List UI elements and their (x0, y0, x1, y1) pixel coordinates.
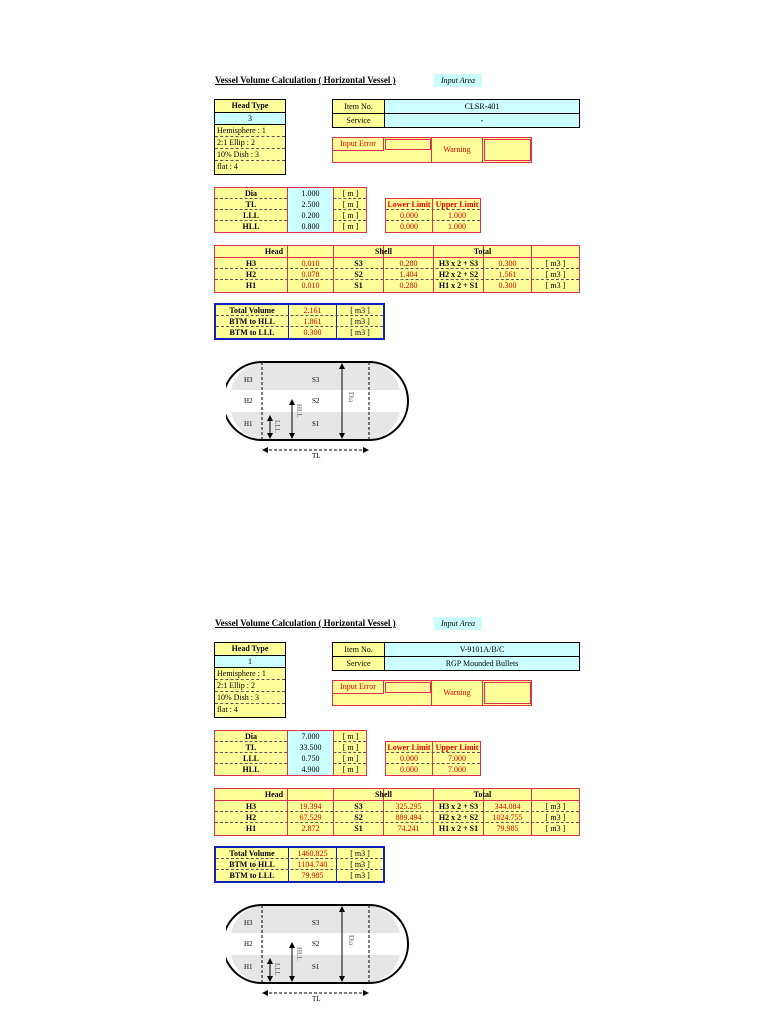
total-volume: 1.561 (498, 270, 517, 279)
param-name: TL (245, 200, 257, 209)
totals-row (216, 316, 383, 327)
limits-row (386, 221, 480, 232)
param-name: HLL (242, 222, 260, 231)
param-row (215, 731, 366, 742)
shell-volume: 0.280 (399, 259, 418, 268)
param-row (215, 188, 366, 199)
volume-table (214, 788, 580, 836)
param-input[interactable]: 2.500 (288, 199, 333, 210)
volume-header-row (215, 789, 579, 801)
lower-limit-value: 0.000 (400, 222, 418, 231)
sheet-title: Vessel Volume Calculation ( Horizontal Vessel ) (215, 75, 396, 85)
vessel-diagram-svg (226, 903, 421, 1003)
param-row (215, 764, 366, 775)
volume-unit: [ m3 ] (545, 270, 566, 279)
limits-row (386, 210, 480, 221)
total-volume: 0.300 (498, 259, 517, 268)
vessel-diagram (226, 360, 421, 460)
head-name: H2 (245, 813, 257, 822)
shell-name: S2 (354, 813, 363, 822)
volume-row (215, 258, 579, 269)
diagram-label-s1: S1 (312, 963, 320, 971)
total-formula: H2 x 2 + S2 (438, 813, 479, 822)
total-formula: H2 x 2 + S2 (438, 270, 479, 279)
totals-block (214, 303, 385, 340)
input-error-label: Input Error (333, 138, 384, 151)
param-unit: [ m ] (342, 222, 359, 231)
volume-header-row (215, 246, 579, 258)
param-row (215, 742, 366, 753)
shell-volume: 889.494 (395, 813, 422, 822)
limits-header-row (386, 199, 480, 210)
volume-unit: [ m3 ] (545, 281, 566, 290)
total-volume: 1024.755 (492, 813, 523, 822)
param-input[interactable]: 0.200 (288, 210, 333, 221)
diagram-label-h3: H3 (244, 919, 253, 927)
total-formula: H3 x 2 + S3 (438, 259, 479, 268)
volume-row (215, 812, 579, 823)
totals-unit: [ m3 ] (350, 871, 370, 880)
head-header: Head (264, 247, 284, 256)
head-type-block (214, 642, 286, 718)
head-name: H2 (245, 270, 257, 279)
volume-unit: [ m3 ] (545, 813, 566, 822)
diagram-label-lll: LLL (273, 420, 281, 433)
volume-table (214, 245, 580, 293)
shell-name: S3 (354, 802, 363, 811)
totals-unit: [ m3 ] (350, 306, 370, 315)
total-volume: 0.300 (498, 281, 517, 290)
head-type-block (214, 99, 286, 175)
total-header: Total (473, 790, 492, 799)
params-block (214, 730, 367, 776)
shell-volume: 325.295 (395, 802, 422, 811)
param-unit: [ m ] (342, 765, 359, 774)
lower-limit-value: 0.000 (400, 765, 418, 774)
upper-limit-header: Upper Limit (435, 743, 479, 752)
diagram-label-h2: H2 (244, 940, 253, 948)
volume-unit: [ m3 ] (545, 259, 566, 268)
param-name: LLL (242, 211, 259, 220)
head-type-label: Head Type (215, 100, 285, 113)
shell-volume: 1.404 (399, 270, 418, 279)
warning-label: Warning (431, 681, 483, 705)
head-option-hemisphere: Hemisphere : 1 (215, 668, 285, 680)
head-volume: 0.010 (301, 281, 320, 290)
totals-row (216, 859, 383, 870)
param-input[interactable]: 7.000 (288, 731, 333, 742)
totals-unit: [ m3 ] (350, 849, 370, 858)
diagram-label-h1: H1 (244, 420, 253, 428)
volume-unit: [ m3 ] (545, 824, 566, 833)
param-unit: [ m ] (342, 732, 359, 741)
total-formula: H1 x 2 + S1 (438, 824, 479, 833)
totals-row (216, 305, 383, 316)
params-block (214, 187, 367, 233)
warning-value (484, 139, 531, 161)
diagram-label-s3: S3 (312, 376, 320, 384)
item-block (332, 642, 580, 671)
param-name: HLL (242, 765, 260, 774)
input-error-value (385, 139, 431, 150)
totals-row (216, 870, 383, 881)
diagram-label-s1: S1 (312, 420, 320, 428)
vessel-diagram (226, 903, 421, 1003)
upper-limit-value: 1.000 (448, 222, 466, 231)
lower-limit-value: 0.000 (400, 754, 418, 763)
param-row (215, 199, 366, 210)
upper-limit-value: 7.000 (448, 765, 466, 774)
sheet-title: Vessel Volume Calculation ( Horizontal Vessel ) (215, 618, 396, 628)
totals-unit: [ m3 ] (350, 860, 370, 869)
diagram-label-dia: Dia (347, 935, 355, 946)
service-input[interactable]: - (385, 114, 579, 127)
warning-label: Warning (431, 138, 483, 162)
param-name: Dia (245, 732, 257, 741)
head-option-flat: flat : 4 (215, 704, 285, 717)
param-unit: [ m ] (342, 200, 359, 209)
param-unit: [ m ] (342, 743, 359, 752)
head-option-ellip: 2:1 Ellip : 2 (215, 137, 285, 149)
param-unit: [ m ] (342, 189, 359, 198)
limits-row (386, 764, 480, 775)
totals-name: Total Volume (229, 306, 275, 315)
head-option-flat: flat : 4 (215, 161, 285, 174)
param-input[interactable]: 0.800 (288, 221, 333, 232)
head-option-dish: 10% Dish : 3 (215, 692, 285, 704)
input-area-legend: Input Area (434, 74, 482, 87)
totals-value: 0.300 (303, 328, 322, 337)
param-unit: [ m ] (342, 754, 359, 763)
error-block (332, 137, 532, 163)
head-header: Head (264, 790, 284, 799)
head-volume: 0.010 (301, 259, 320, 268)
diagram-label-tl: TL (312, 452, 321, 460)
totals-value: 1460.825 (297, 849, 328, 858)
upper-limit-header: Upper Limit (435, 200, 479, 209)
param-name: TL (245, 743, 257, 752)
head-name: H3 (245, 802, 257, 811)
param-input[interactable]: 4.900 (288, 764, 333, 775)
shell-name: S2 (354, 270, 363, 279)
vessel-sheet-2 (214, 618, 584, 1018)
item-block (332, 99, 580, 128)
service-input[interactable]: RGP Mounded Bullets (385, 657, 579, 670)
vessel-diagram-svg (226, 360, 421, 460)
volume-row (215, 269, 579, 280)
param-unit: [ m ] (342, 211, 359, 220)
volume-row (215, 801, 579, 812)
totals-unit: [ m3 ] (350, 328, 370, 337)
param-input[interactable]: 0.750 (288, 753, 333, 764)
service-label: Service (333, 114, 385, 127)
totals-value: 1104.740 (297, 860, 328, 869)
head-option-hemisphere: Hemisphere : 1 (215, 125, 285, 137)
total-formula: H1 x 2 + S1 (438, 281, 479, 290)
param-name: Dia (245, 189, 257, 198)
volume-unit: [ m3 ] (545, 802, 566, 811)
totals-name: BTM to LLL (229, 871, 275, 880)
limits-header-row (386, 742, 480, 753)
input-area-legend: Input Area (434, 617, 482, 630)
diagram-label-s2: S2 (312, 397, 320, 405)
diagram-label-tl: TL (312, 995, 321, 1003)
limits-block (385, 741, 481, 776)
warning-value (484, 682, 531, 704)
param-row (215, 210, 366, 221)
param-input[interactable]: 33.500 (288, 742, 333, 753)
head-volume: 0.078 (301, 270, 320, 279)
total-formula: H3 x 2 + S3 (438, 802, 479, 811)
diagram-label-hll: HLL (295, 404, 303, 418)
shell-name: S1 (354, 824, 363, 833)
param-name: LLL (242, 754, 259, 763)
item-no-input[interactable]: V-9101A/B/C (385, 643, 579, 657)
totals-value: 2.161 (303, 306, 322, 315)
upper-limit-value: 7.000 (448, 754, 466, 763)
totals-name: BTM to HLL (229, 317, 275, 326)
shell-header: Shell (375, 790, 392, 799)
lower-limit-header: Lower Limit (387, 743, 431, 752)
totals-unit: [ m3 ] (350, 317, 370, 326)
diagram-label-s3: S3 (312, 919, 320, 927)
diagram-label-h3: H3 (244, 376, 253, 384)
head-volume: 2.872 (301, 824, 320, 833)
head-option-ellip: 2:1 Ellip : 2 (215, 680, 285, 692)
input-error-value (385, 682, 431, 693)
lower-limit-header: Lower Limit (387, 200, 431, 209)
head-option-dish: 10% Dish : 3 (215, 149, 285, 161)
totals-value: 79.985 (301, 871, 324, 880)
item-no-label: Item No. (333, 100, 385, 114)
input-error-label: Input Error (333, 681, 384, 694)
totals-name: Total Volume (229, 849, 275, 858)
head-volume: 67.529 (299, 813, 322, 822)
param-input[interactable]: 1.000 (288, 188, 333, 199)
shell-name: S3 (354, 259, 363, 268)
total-volume: 79.985 (496, 824, 519, 833)
head-type-input[interactable]: 3 (215, 113, 285, 125)
head-name: H1 (245, 281, 257, 290)
totals-block (214, 846, 385, 883)
head-type-input[interactable]: 1 (215, 656, 285, 668)
diagram-label-dia: Dia (347, 392, 355, 403)
total-header: Total (473, 247, 492, 256)
head-name: H1 (245, 824, 257, 833)
volume-row (215, 280, 579, 291)
diagram-label-h1: H1 (244, 963, 253, 971)
limits-row (386, 753, 480, 764)
shell-name: S1 (354, 281, 363, 290)
totals-row (216, 848, 383, 859)
lower-limit-value: 0.000 (400, 211, 418, 220)
total-volume: 344.084 (494, 802, 521, 811)
head-name: H3 (245, 259, 257, 268)
item-no-input[interactable]: CLSR-401 (385, 100, 579, 114)
service-label: Service (333, 657, 385, 670)
totals-name: BTM to LLL (229, 328, 275, 337)
diagram-label-hll: HLL (295, 947, 303, 961)
limits-block (385, 198, 481, 233)
totals-value: 1.861 (303, 317, 322, 326)
param-row (215, 753, 366, 764)
upper-limit-value: 1.000 (448, 211, 466, 220)
param-row (215, 221, 366, 232)
totals-name: BTM to HLL (229, 860, 275, 869)
diagram-label-lll: LLL (273, 963, 281, 976)
head-volume: 19.394 (299, 802, 322, 811)
shell-header: Shell (375, 247, 392, 256)
shell-volume: 74.241 (397, 824, 420, 833)
head-type-label: Head Type (215, 643, 285, 656)
totals-row (216, 327, 383, 338)
diagram-label-h2: H2 (244, 397, 253, 405)
diagram-label-s2: S2 (312, 940, 320, 948)
shell-volume: 0.280 (399, 281, 418, 290)
vessel-sheet-1 (214, 75, 584, 475)
error-block (332, 680, 532, 706)
item-no-label: Item No. (333, 643, 385, 657)
volume-row (215, 823, 579, 834)
